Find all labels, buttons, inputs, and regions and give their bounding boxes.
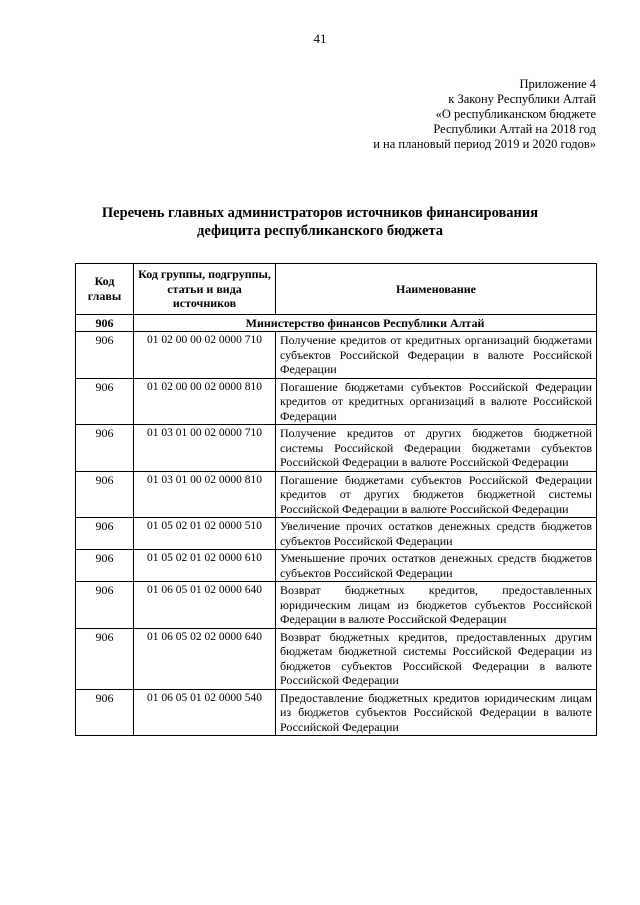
appendix-note [373,77,596,152]
header-name: Наименование [276,264,597,315]
table-row [76,628,597,689]
row-chapter-code: 906 [76,471,134,518]
document-title [0,204,640,240]
row-source-code: 01 06 05 01 02 0000 640 [134,582,276,629]
administrators-table [75,263,597,736]
ministry-row [76,314,597,332]
row-chapter-code: 906 [76,378,134,425]
appendix-line: Республики Алтай на 2018 год [433,122,596,136]
row-chapter-code: 906 [76,425,134,472]
row-name: Погашение бюджетами субъектов Российской Федерации кредитов от кредитных организаций в валюте Российской Федерации [276,378,597,425]
title-line-2: дефицита республиканского бюджета [197,223,443,239]
row-source-code: 01 06 05 01 02 0000 540 [134,689,276,736]
appendix-line: и на плановый период 2019 и 2020 годов» [373,137,596,151]
row-chapter-code: 906 [76,582,134,629]
page-number: 41 [313,31,327,46]
table-row [76,425,597,472]
row-name: Погашение бюджетами субъектов Российской Федерации кредитов от других бюджетов бюджетной системы Российской Федерации в валюте Российской Федерации [276,471,597,518]
appendix-line: Приложение 4 [519,77,596,91]
row-source-code: 01 05 02 01 02 0000 510 [134,518,276,550]
row-name: Возврат бюджетных кредитов, предоставленных юридическим лицам из бюджетов субъектов Российской Федерации в валюте Российской Федерации [276,582,597,629]
row-source-code: 01 03 01 00 02 0000 710 [134,425,276,472]
table-row [76,332,597,379]
appendix-line: «О республиканском бюджете [435,107,596,121]
row-name: Получение кредитов от других бюджетов бюджетной системы Российской Федерации бюджетами субъектов Российской Федерации в валюте Российской Федерации [276,425,597,472]
header-source-code: Код группы, подгруппы, статьи и вида источников [134,264,276,315]
row-source-code: 01 02 00 00 02 0000 810 [134,378,276,425]
table-row [76,582,597,629]
table-row [76,471,597,518]
row-source-code: 01 02 00 00 02 0000 710 [134,332,276,379]
table-row [76,378,597,425]
row-chapter-code: 906 [76,628,134,689]
table-row [76,689,597,736]
ministry-name: Министерство финансов Республики Алтай [134,314,597,332]
row-name: Возврат бюджетных кредитов, предоставленных другим бюджетам бюджетной системы Российской Федерации из бюджетов субъектов Российской Федерации в валюте Российской Федерации [276,628,597,689]
row-chapter-code: 906 [76,518,134,550]
table-header-row [76,264,597,315]
row-name: Уменьшение прочих остатков денежных средств бюджетов субъектов Российской Федерации [276,550,597,582]
row-chapter-code: 906 [76,550,134,582]
row-chapter-code: 906 [76,689,134,736]
row-source-code: 01 03 01 00 02 0000 810 [134,471,276,518]
row-name: Предоставление бюджетных кредитов юридическим лицам из бюджетов субъектов Российской Федерации в валюте Российской Федерации [276,689,597,736]
row-chapter-code: 906 [76,332,134,379]
row-name: Увеличение прочих остатков денежных средств бюджетов субъектов Российской Федерации [276,518,597,550]
table-row [76,518,597,550]
table-row [76,550,597,582]
title-line-1: Перечень главных администраторов источников финансирования [101,205,539,221]
header-chapter-code: Код главы [76,264,134,315]
row-source-code: 01 06 05 02 02 0000 640 [134,628,276,689]
appendix-line: к Закону Республики Алтай [448,92,596,106]
row-source-code: 01 05 02 01 02 0000 610 [134,550,276,582]
row-name: Получение кредитов от кредитных организаций бюджетами субъектов Российской Федерации в валюте Российской Федерации [276,332,597,379]
ministry-code: 906 [76,314,134,332]
